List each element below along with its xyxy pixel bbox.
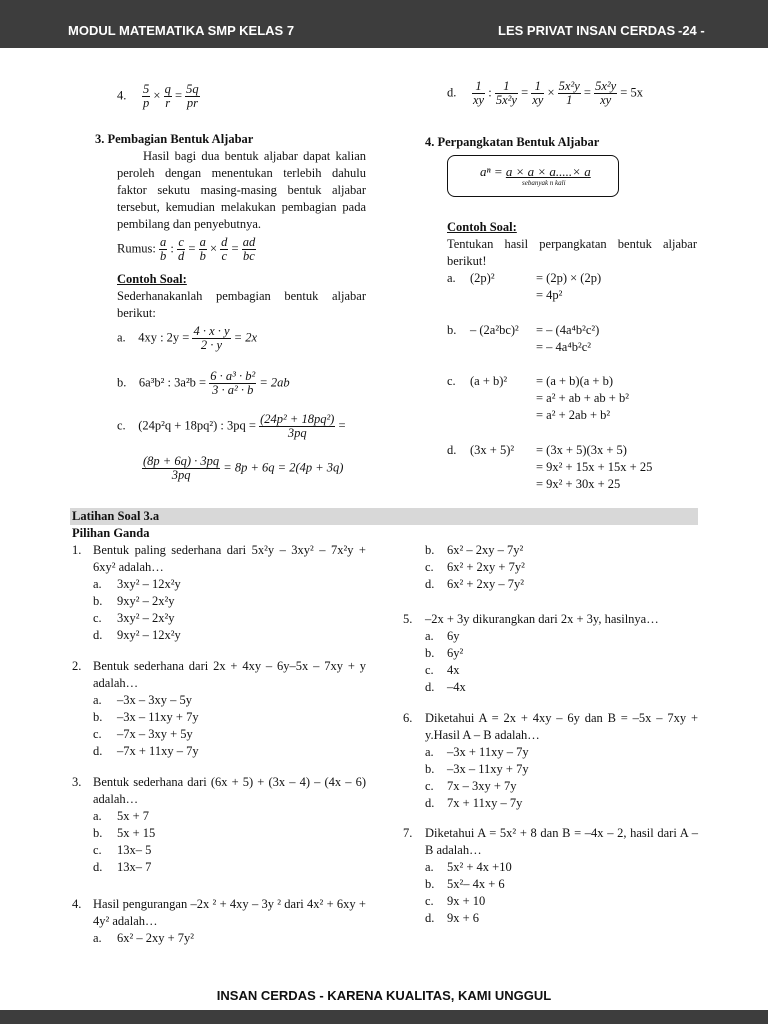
option-label: c. (93, 843, 102, 857)
numerator: c (178, 235, 184, 249)
formula-rhs: a × a × a.....× a (505, 164, 591, 179)
option-text: 9xy² – 2x²y (117, 594, 175, 608)
option-label: a. (93, 931, 102, 945)
expression: 4xy : 2y = (138, 330, 190, 345)
option-text: 6y² (447, 646, 464, 660)
section-3-title: 3. Pembagian Bentuk Aljabar (95, 132, 254, 146)
denominator: xy (532, 93, 544, 107)
section-4-example-heading: Contoh Soal: (447, 220, 517, 234)
option-text: 3xy² – 2x²y (117, 611, 175, 625)
result: = 2x (233, 330, 258, 345)
item-label: d. (447, 85, 457, 100)
top-item-4: 4. $\frac{5}{p}$ × $\frac{q}{r}$ = $\frac{5q}{pr}$ (117, 82, 199, 110)
option-label: b. (93, 594, 103, 608)
option-text: 13x– 7 (117, 860, 152, 874)
numerator: (24p² + 18pq²) (260, 412, 335, 426)
option-text: –3x – 11xy + 7y (117, 710, 199, 724)
option-label: b. (93, 826, 103, 840)
denominator: b (199, 249, 206, 263)
fraction (199, 236, 207, 263)
option-label: d. (93, 744, 103, 758)
option-text: 5x + 15 (117, 826, 156, 840)
numerator: 5q (186, 82, 199, 96)
option-text: –3x – 11xy + 7y (447, 762, 529, 776)
fraction (177, 236, 185, 263)
question-number: 3. (72, 775, 82, 789)
fraction (220, 236, 228, 263)
option-text: 6x² – 2xy – 7y² (447, 543, 524, 557)
section-4-instruction: Tentukan hasil perpangkatan bentuk aljabar berikut! (447, 237, 697, 268)
header-module-title: MODUL MATEMATIKA SMP KELAS 7 (68, 23, 295, 38)
exercise-title: Latihan Soal 3.a (72, 509, 160, 523)
numerator: 1 (495, 80, 518, 94)
numerator: (8p + 6q) · 3pq (143, 454, 220, 468)
numerator: d (221, 235, 228, 249)
power-expression: (3x + 5)² (470, 443, 515, 457)
denominator: pr (186, 96, 198, 110)
formula-lhs: aⁿ = (480, 164, 503, 179)
power-label: c. (447, 374, 456, 388)
option-label: d. (425, 911, 435, 925)
question-text: Bentuk sederhana dari (6x + 5) + (3x – 4) – (4x – 6) adalah… (93, 775, 366, 806)
question-text: –2x + 3y dikurangkan dari 2x + 3y, hasilnya… (425, 612, 659, 626)
fraction (142, 455, 220, 482)
power-step: = 9x² + 30x + 25 (536, 477, 621, 491)
example-c-continued (142, 455, 343, 482)
result: = 8p + 6q = 2(4p + 3q) (223, 460, 344, 475)
numerator: 5x²y (595, 79, 617, 93)
denominator: 3 · a² · b (212, 383, 254, 397)
option-label: c. (425, 779, 434, 793)
question-number: 7. (403, 826, 413, 840)
option-label: a. (425, 860, 434, 874)
option-text: 9xy² – 12x²y (117, 628, 181, 642)
exercise-subtitle: Pilihan Ganda (72, 526, 150, 540)
example-b (117, 370, 290, 397)
option-text: 5x²– 4x + 6 (447, 877, 505, 891)
power-step: = 9x² + 15x + 15x + 25 (536, 460, 653, 474)
division-formula: Rumus: $\frac{a}{b}$ : $\frac{c}{d}$ = $\frac{a}{b}$ × $\frac{d}{c}$ = $\frac{ad}{bc}$ (117, 235, 256, 263)
option-text: –7x + 11xy – 7y (117, 744, 199, 758)
option-label: d. (93, 628, 103, 642)
option-text: –3x – 3xy – 5y (117, 693, 192, 707)
page-header (0, 0, 768, 48)
fraction (242, 236, 257, 263)
fraction (142, 83, 150, 110)
option-text: 7x + 11xy – 7y (447, 796, 523, 810)
power-label: b. (447, 323, 457, 337)
option-label: c. (93, 611, 102, 625)
top-item-d: d. $\frac{1}{xy}$ : $\frac{1}{\text{5x²y}}$ = $\frac{1}{xy}$ × $\frac{\text{5x²y}}{1}$ = $\frac{\text{5x²y}}{xy}$ = 5x (447, 79, 643, 107)
numerator: 5 (143, 82, 150, 96)
option-text: 7x – 3xy + 7y (447, 779, 517, 793)
option-text: 6x² + 2xy + 7y² (447, 560, 525, 574)
question-text: Bentuk sederhana dari 2x + 4xy – 6y–5x – 7xy + y adalah… (93, 659, 366, 690)
option-label: d. (425, 796, 435, 810)
denominator: d (178, 249, 185, 263)
option-label: b. (425, 877, 435, 891)
power-step: = a² + 2ab + b² (536, 408, 611, 422)
expression: (24p²q + 18pq²) : 3pq = (138, 418, 256, 433)
option-text: 5x² + 4x +10 (447, 860, 512, 874)
option-text: 6x² – 2xy + 7y² (117, 931, 195, 945)
section-4-title: 4. Perpangkatan Bentuk Aljabar (425, 135, 600, 149)
numerator: a (160, 235, 167, 249)
option-text: –4x (447, 680, 466, 694)
numerator: 6 · a³ · b² (210, 369, 256, 383)
denominator: bc (243, 249, 255, 263)
item-label: a. (117, 330, 126, 345)
footer-slogan: INSAN CERDAS - KARENA KUALITAS, KAMI UNGGUL (216, 988, 552, 1003)
option-text: 3xy² – 12x²y (117, 577, 181, 591)
denominator: xy (600, 93, 612, 107)
option-text: 4x (447, 663, 460, 677)
power-formula-note: sebanyak n kali (522, 179, 566, 187)
fraction (259, 413, 335, 440)
question-number: 1. (72, 543, 82, 557)
power-label: d. (447, 443, 457, 457)
power-step: = – 4a⁴b²c² (536, 340, 591, 354)
power-step: = a² + ab + ab + b² (536, 391, 629, 405)
power-step: = – (4a⁴b²c²) (536, 323, 600, 337)
question-text: Hasil pengurangan –2x ² + 4xy – 3y ² dari 4x² + 6xy + 4y² adalah… (93, 897, 366, 928)
fraction (185, 83, 200, 110)
fraction (192, 325, 230, 352)
equals-sign: = (338, 418, 346, 433)
fraction (159, 236, 167, 263)
numerator: 4 · x · y (193, 324, 230, 338)
result: = 2ab (259, 375, 290, 390)
item-number: 4. (117, 88, 127, 103)
denominator: p (143, 96, 150, 110)
denominator: b (160, 249, 167, 263)
example-c (117, 413, 346, 440)
exercise-header-band (70, 508, 698, 525)
fraction (495, 80, 518, 107)
section-3-instruction: Sederhanakanlah pembagian bentuk aljabar berikut: (117, 289, 366, 320)
option-text: 6y (447, 629, 460, 643)
denominator: 1 (566, 93, 573, 107)
fraction (531, 80, 544, 107)
section-3-example-heading: Contoh Soal: (117, 272, 187, 286)
denominator: 5x²y (495, 93, 517, 107)
numerator: 1 (472, 80, 485, 94)
option-text: –3x + 11xy – 7y (447, 745, 529, 759)
expression: 6a³b² : 3a²b = (138, 375, 207, 390)
option-label: d. (93, 860, 103, 874)
header-course-name: LES PRIVAT INSAN CERDAS (498, 23, 676, 38)
power-expression: (a + b)² (470, 374, 508, 388)
numerator: 5x²y (558, 79, 580, 93)
option-text: 6x² + 2xy – 7y² (447, 577, 525, 591)
denominator: 3pq (287, 426, 307, 440)
example-a (117, 325, 257, 352)
question-number: 5. (403, 612, 413, 626)
footer-bar (0, 1010, 768, 1024)
power-step: = (a + b)(a + b) (536, 374, 614, 388)
denominator: 2 · y (200, 338, 223, 352)
denominator: 3pq (171, 468, 191, 482)
option-label: b. (425, 762, 435, 776)
numerator: a (199, 235, 206, 249)
numerator: ad (242, 235, 256, 249)
denominator: xy (473, 93, 485, 107)
question-number: 4. (72, 897, 82, 911)
option-label: c. (425, 663, 434, 677)
item-label: c. (117, 418, 126, 433)
option-label: c. (425, 894, 434, 908)
denominator: r (165, 96, 171, 110)
numerator: q (164, 82, 171, 96)
option-label: d. (425, 680, 435, 694)
option-label: a. (93, 693, 102, 707)
option-label: a. (93, 577, 102, 591)
option-label: c. (93, 727, 102, 741)
power-expression: (2p)² (470, 271, 495, 285)
option-label: c. (425, 560, 434, 574)
power-expression: – (2a²bc)² (470, 323, 519, 337)
fraction (164, 83, 172, 110)
result: = 5x (620, 85, 643, 100)
option-text: 13x– 5 (117, 843, 152, 857)
fraction (209, 370, 256, 397)
question-number: 2. (72, 659, 82, 673)
question-text: Bentuk paling sederhana dari 5x²y – 3xy² – 7x²y + 6xy² adalah… (93, 543, 366, 574)
question-number: 6. (403, 711, 413, 725)
power-step: = (2p) × (2p) (536, 271, 602, 285)
option-text: 5x + 7 (117, 809, 150, 823)
option-label: b. (425, 543, 435, 557)
question-text: Diketahui A = 5x² + 8 dan B = –4x – 2, hasil dari A – B adalah… (425, 826, 698, 857)
fraction (558, 80, 581, 107)
power-step: = (3x + 5)(3x + 5) (536, 443, 627, 457)
option-text: 9x + 6 (447, 911, 480, 925)
option-label: d. (425, 577, 435, 591)
section-3-paragraph: Hasil bagi dua bentuk aljabar dapat kalian peroleh dengan menentukan terlebih dahulu faktor sekutu masing-masing bentuk aljabar tersebut, kemudian melakukan pembagian pada pembilang dan penyebutnya. (117, 149, 366, 231)
item-label: b. (117, 375, 127, 390)
option-label: a. (425, 745, 434, 759)
option-text: –7x – 3xy + 5y (117, 727, 193, 741)
header-page-number: -24 - (678, 23, 705, 38)
option-label: b. (93, 710, 103, 724)
denominator: c (221, 249, 228, 263)
power-step: = 4p² (536, 288, 563, 302)
fraction (472, 80, 485, 107)
option-text: 9x + 10 (447, 894, 486, 908)
option-label: a. (425, 629, 434, 643)
question-text: Diketahui A = 2x + 4xy – 6y dan B = –5x – 7xy + y.Hasil A – B adalah… (425, 711, 698, 742)
fraction (594, 80, 617, 107)
numerator: 1 (531, 80, 544, 94)
option-label: a. (93, 809, 102, 823)
formula-label: Rumus: (117, 241, 156, 256)
option-label: b. (425, 646, 435, 660)
power-label: a. (447, 271, 456, 285)
